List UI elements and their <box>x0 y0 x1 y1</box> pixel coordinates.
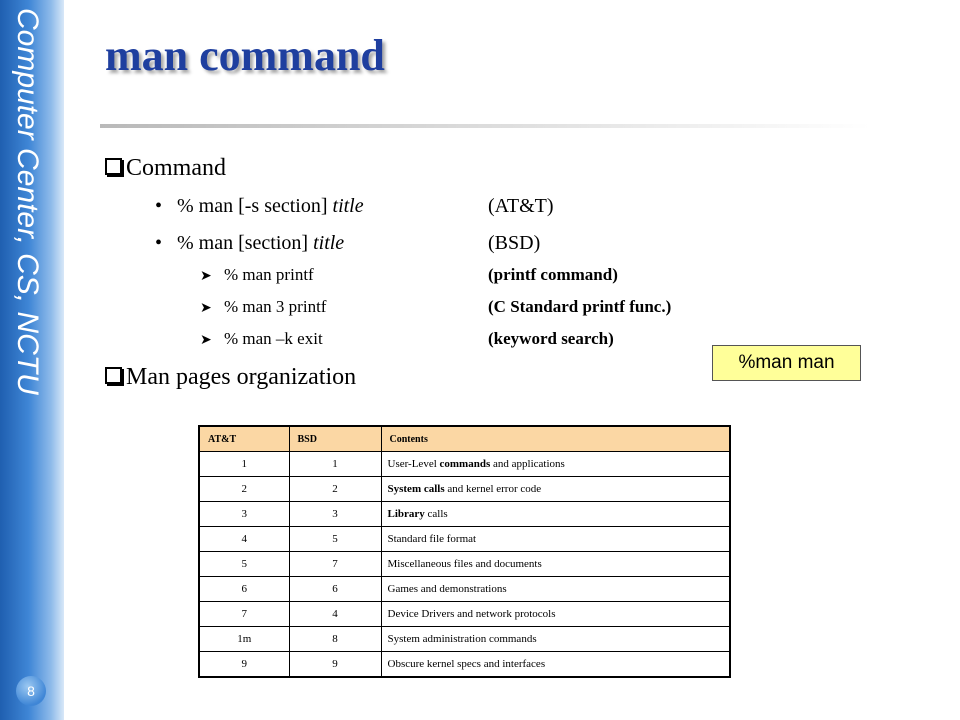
table-row <box>199 502 730 527</box>
att-cell: 6 <box>199 577 289 602</box>
command-heading: Command <box>105 155 226 182</box>
example-printf: ➤ % man printf <box>200 265 314 284</box>
att-cell: 2 <box>199 477 289 502</box>
slide-title: man command <box>105 31 385 80</box>
example-desc-3-printf: (C Standard printf func.) <box>488 297 672 316</box>
bsd-cell: 6 <box>289 577 381 602</box>
contents-cell: Device Drivers and network protocols <box>381 602 730 627</box>
example-keyword: ➤ % man –k exit <box>200 329 323 348</box>
checkbox-bullet-icon <box>105 158 122 175</box>
bsd-cell: 8 <box>289 627 381 652</box>
example-desc-keyword: (keyword search) <box>488 329 614 348</box>
att-cell: 1m <box>199 627 289 652</box>
man-sections-table <box>198 425 731 678</box>
header-bsd: BSD <box>289 426 381 452</box>
att-cell: 9 <box>199 652 289 678</box>
title-divider <box>100 124 870 128</box>
bullet-item-att: • % man [-s section] title <box>155 195 364 217</box>
example-3-printf: ➤ % man 3 printf <box>200 297 327 316</box>
table-row <box>199 627 730 652</box>
bsd-cell: 3 <box>289 502 381 527</box>
arrow-bullet-icon: ➤ <box>200 300 212 316</box>
header-contents: Contents <box>381 426 730 452</box>
table-row <box>199 527 730 552</box>
bsd-cell: 2 <box>289 477 381 502</box>
bullet-item-bsd: • % man [section] title <box>155 232 345 254</box>
att-cell: 7 <box>199 602 289 627</box>
arrow-bullet-icon: ➤ <box>200 268 212 284</box>
bsd-cell: 9 <box>289 652 381 678</box>
att-cell: 5 <box>199 552 289 577</box>
bsd-cell: 4 <box>289 602 381 627</box>
contents-cell: Games and demonstrations <box>381 577 730 602</box>
bsd-cell: 5 <box>289 527 381 552</box>
bsd-cell: 1 <box>289 452 381 477</box>
contents-cell: Standard file format <box>381 527 730 552</box>
att-cell: 1 <box>199 452 289 477</box>
table-row <box>199 577 730 602</box>
table-row <box>199 552 730 577</box>
contents-cell: User-Level commands and applications <box>381 452 730 477</box>
contents-cell: Miscellaneous files and documents <box>381 552 730 577</box>
att-cell: 3 <box>199 502 289 527</box>
header-att: AT&T <box>199 426 289 452</box>
sidebar-title: Computer Center, CS, NCTU <box>11 8 44 395</box>
table-header-row <box>199 426 730 452</box>
bullet-desc-att: (AT&T) <box>488 195 554 217</box>
table-row <box>199 602 730 627</box>
contents-cell: System calls and kernel error code <box>381 477 730 502</box>
table-row <box>199 652 730 678</box>
organization-heading: Man pages organization <box>105 364 356 391</box>
table-row <box>199 477 730 502</box>
contents-cell: Obscure kernel specs and interfaces <box>381 652 730 678</box>
callout-box: %man man <box>712 345 861 381</box>
contents-cell: System administration commands <box>381 627 730 652</box>
page-number-badge: 8 <box>16 676 46 706</box>
example-desc-printf: (printf command) <box>488 265 618 284</box>
table-row <box>199 452 730 477</box>
contents-cell: Library calls <box>381 502 730 527</box>
bullet-dot-icon: • <box>155 195 163 217</box>
checkbox-bullet-icon <box>105 367 122 384</box>
arrow-bullet-icon: ➤ <box>200 332 212 348</box>
att-cell: 4 <box>199 527 289 552</box>
sidebar <box>0 0 64 720</box>
bsd-cell: 7 <box>289 552 381 577</box>
bullet-dot-icon: • <box>155 232 163 254</box>
bullet-desc-bsd: (BSD) <box>488 232 541 254</box>
